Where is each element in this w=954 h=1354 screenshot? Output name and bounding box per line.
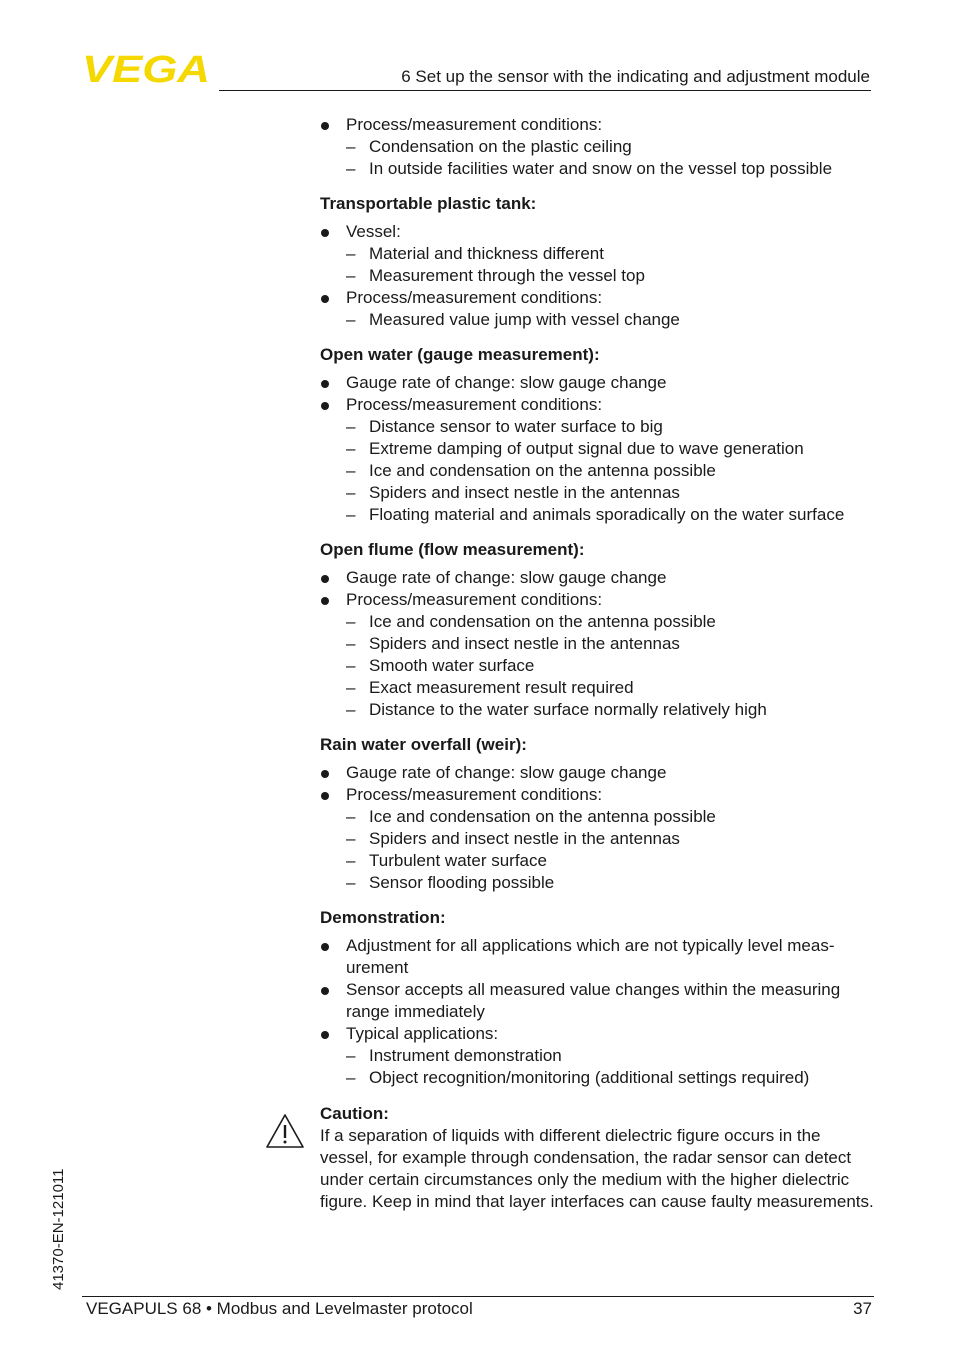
sub-list-item-text: Floating material and animals sporadically on the water surface [369,505,845,524]
list-item-text: Gauge rate of change: slow gauge change [346,568,667,587]
dash-icon: – [346,829,356,848]
dash-icon: – [346,873,356,892]
main-content [320,114,876,1089]
header-divider [219,90,871,91]
bullet-dot-icon [321,402,329,410]
section-heading: Open water (gauge measurement): [320,345,600,364]
bullet-dot-icon [321,575,329,583]
sub-list-item-text: Measured value jump with vessel change [369,310,680,329]
sub-list-item-text: Condensation on the plastic ceiling [369,137,632,156]
section-heading: Open flume (flow measurement): [320,540,585,559]
sub-list-item [320,309,876,331]
sub-list-item-text: Turbulent water surface [369,851,547,870]
sub-list-item-text: Measurement through the vessel top [369,266,645,285]
list-item [320,762,876,784]
bullet-dot-icon [321,943,329,951]
bullet-dot-icon [321,770,329,778]
dash-icon: – [346,483,356,502]
dash-icon: – [346,1068,356,1087]
bullet-list [320,567,876,721]
bullet-list [320,762,876,894]
dash-icon: – [346,807,356,826]
sub-list-item [320,504,876,526]
logo-text: VEGA [82,52,210,84]
footer-divider [82,1296,874,1297]
section-spacer [320,721,876,734]
dash-icon: – [346,851,356,870]
dash-icon: – [346,1046,356,1065]
sub-list-item [320,828,876,850]
dash-icon: – [346,244,356,263]
list-item-text: Vessel: [346,222,401,241]
sub-list-item-text: Instrument demonstration [369,1046,562,1065]
section-heading: Demonstration: [320,908,446,927]
list-item [320,567,876,589]
sub-list-item [320,1067,876,1089]
sub-list-item [320,699,876,721]
sub-list-item [320,872,876,894]
dash-icon: – [346,310,356,329]
page-header-title: 6 Set up the sensor with the indicating and adjustment module [401,67,870,86]
vega-logo [82,52,212,84]
list-item-text: Sensor accepts all measured value changes within the measuring range immediately [346,980,841,1021]
bullet-dot-icon [321,122,329,130]
sub-list-item-text: In outside facilities water and snow on the vessel top possible [369,159,833,178]
list-item [320,394,876,416]
section-heading: Rain water overfall (weir): [320,735,527,754]
section-spacer [320,894,876,907]
bullet-list [320,114,876,180]
dash-icon: – [346,505,356,524]
sub-list-item-text: Sensor flooding possible [369,873,555,892]
caution-heading: Caution: [320,1104,389,1123]
list-item-text: Process/measurement conditions: [346,785,603,804]
bullet-dot-icon [321,597,329,605]
section-spacer [320,526,876,539]
sub-list-item [320,416,876,438]
bullet-dot-icon [321,792,329,800]
sub-list-item-text: Exact measurement result required [369,678,634,697]
dash-icon: – [346,137,356,156]
sub-list-item [320,158,876,180]
bullet-dot-icon [321,229,329,237]
list-item-text: Process/measurement conditions: [346,590,603,609]
sub-list-item [320,850,876,872]
sub-list-item-text: Spiders and insect nestle in the antennas [369,483,680,502]
sub-list-item-text: Distance sensor to water surface to big [369,417,663,436]
dash-icon: – [346,439,356,458]
dash-icon: – [346,612,356,631]
sub-list-item [320,136,876,158]
sub-list-item-text: Smooth water surface [369,656,535,675]
sub-list-item [320,677,876,699]
section-spacer [320,331,876,344]
dash-icon: – [346,678,356,697]
list-item [320,114,876,136]
dash-icon: – [346,461,356,480]
sub-list-item [320,438,876,460]
list-item [320,372,876,394]
warning-triangle-icon [265,1113,305,1149]
bullet-list [320,221,876,331]
sub-list-item-text: Ice and condensation on the antenna possible [369,461,716,480]
list-item [320,589,876,611]
bullet-dot-icon [321,380,329,388]
dash-icon: – [346,634,356,653]
list-item-text: Typical applications: [346,1024,499,1043]
list-item [320,287,876,309]
document-code: 41370-EN-121011 [50,1168,67,1290]
list-item-text: Process/measurement conditions: [346,395,603,414]
sub-list-item [320,806,876,828]
page-number: 37 [853,1299,872,1318]
vega-logo-graphic [82,52,212,84]
bullet-dot-icon [321,1031,329,1039]
list-item-text: Process/measurement conditions: [346,115,603,134]
sub-list-item [320,460,876,482]
sub-list-item-text: Spiders and insect nestle in the antennas [369,634,680,653]
sub-list-item-text: Ice and condensation on the antenna possible [369,612,716,631]
list-item [320,221,876,243]
sub-list-item [320,655,876,677]
sub-list-item-text: Material and thickness different [369,244,604,263]
list-item [320,979,876,1023]
list-item [320,784,876,806]
dash-icon: – [346,417,356,436]
sub-list-item [320,482,876,504]
sub-list-item [320,611,876,633]
caution-text: If a separation of liquids with different dielectric figure occurs in the vessel, for example through condensation, the radar sensor can detect under certain circumstances only the medium with the higher dielectric figure. Keep in mind that layer interfaces can cause faulty measurements. [320,1126,874,1211]
list-item-text: Adjustment for all applications which are not typically level meas-urement [346,936,835,977]
dash-icon: – [346,700,356,719]
footer-product-title: VEGAPULS 68 • Modbus and Levelmaster protocol [86,1299,473,1318]
sub-list-item-text: Object recognition/monitoring (additional settings required) [369,1068,810,1087]
sub-list-item-text: Distance to the water surface normally relatively high [369,700,767,719]
sub-list-item-text: Spiders and insect nestle in the antennas [369,829,680,848]
sub-list-item [320,1045,876,1067]
bullet-list [320,372,876,526]
list-item [320,1023,876,1045]
section-heading: Transportable plastic tank: [320,194,537,213]
list-item [320,935,876,979]
dash-icon: – [346,266,356,285]
dash-icon: – [346,159,356,178]
sub-list-item-text: Ice and condensation on the antenna possible [369,807,716,826]
list-item-text: Gauge rate of change: slow gauge change [346,763,667,782]
list-item-text: Process/measurement conditions: [346,288,603,307]
bullet-dot-icon [321,295,329,303]
sub-list-item [320,633,876,655]
dash-icon: – [346,656,356,675]
sub-list-item [320,243,876,265]
list-item-text: Gauge rate of change: slow gauge change [346,373,667,392]
bullet-list [320,935,876,1089]
section-spacer [320,180,876,193]
sub-list-item-text: Extreme damping of output signal due to wave generation [369,439,804,458]
bullet-dot-icon [321,987,329,995]
sub-list-item [320,265,876,287]
caution-block [320,1103,876,1213]
